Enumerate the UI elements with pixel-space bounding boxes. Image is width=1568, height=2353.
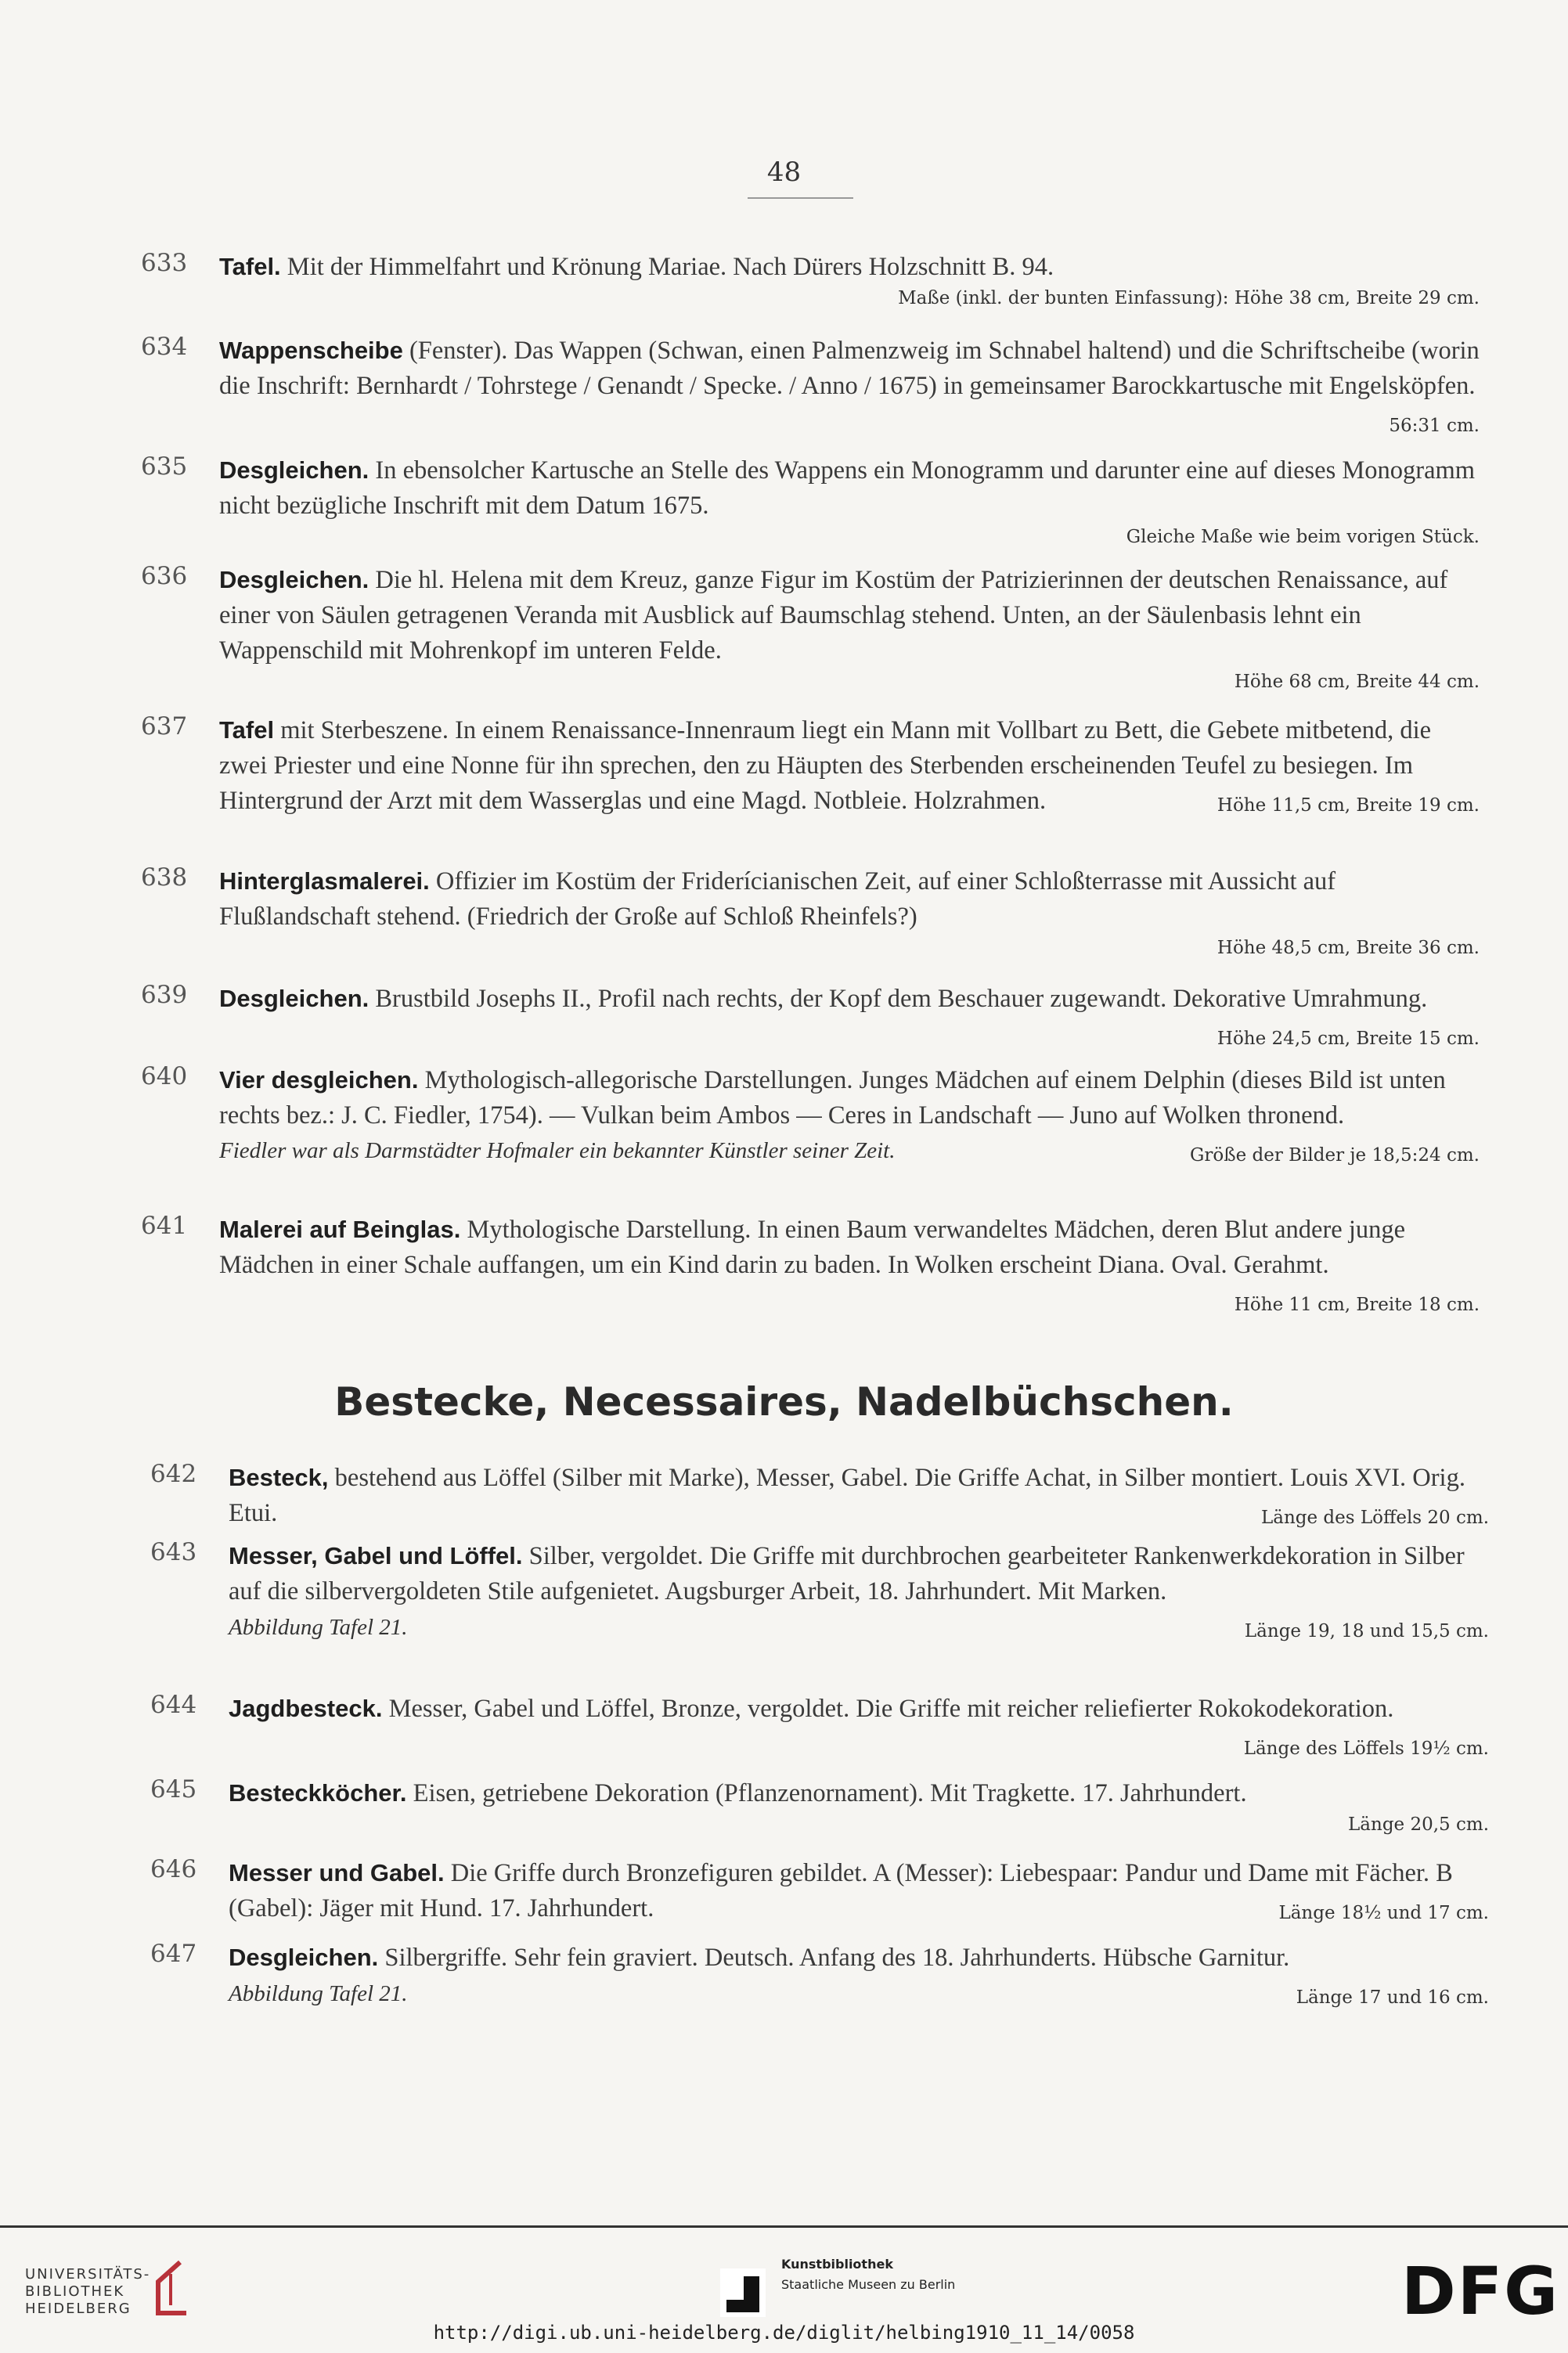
entry-measurements: Größe der Bilder je 18,5:24 cm. <box>1190 1145 1480 1166</box>
catalog-entry <box>141 562 1480 695</box>
catalog-entry <box>141 249 1480 312</box>
entry-title: Wappenscheibe <box>219 337 403 364</box>
entry-body: Silber, vergoldet. Die Griffe mit durchbrochen gearbeiteter Rankenwerkdekoration in Silber auf die silbervergoldeten Stile aufgenietet. Augsburger Arbeit, 18. Jahrhundert. Mit Marken. <box>229 1542 1465 1605</box>
entry-number: 634 <box>141 333 188 361</box>
page-number: 48 <box>766 157 802 188</box>
entry-number: 641 <box>141 1212 188 1240</box>
entry-body: Eisen, getriebene Dekoration (Pflanzenornament). Mit Tragkette. 17. Jahrhundert. <box>413 1779 1247 1807</box>
entry-measurements: Länge 19, 18 und 15,5 cm. <box>1244 1621 1489 1641</box>
footer-rule <box>0 2225 1568 2228</box>
entry-measurements: Höhe 48,5 cm, Breite 36 cm. <box>1217 938 1480 958</box>
kunstbibliothek-logo-icon <box>720 2268 766 2317</box>
entry-number: 638 <box>141 863 188 892</box>
entry-note: Abbildung Tafel 21. <box>229 1981 408 2006</box>
entry-number: 643 <box>150 1538 197 1566</box>
catalog-entry <box>141 333 1480 444</box>
entry-body: Brustbild Josephs II., Profil nach rechts, der Kopf dem Beschauer zugewandt. Dekorative Umrahmung. <box>375 985 1428 1013</box>
entry-measurements: Maße (inkl. der bunten Einfassung): Höhe 38 cm, Breite 29 cm. <box>898 288 1480 308</box>
entry-body: Messer, Gabel und Löffel, Bronze, vergoldet. Die Griffe mit reicher reliefierter Rokokodekoration. <box>388 1695 1394 1723</box>
entry-title: Desgleichen. <box>219 566 369 593</box>
entry-measurements: Höhe 68 cm, Breite 44 cm. <box>1234 672 1480 692</box>
dfg-logo: DFG <box>1401 2253 1560 2330</box>
kunstbibliothek-text <box>781 2254 955 2295</box>
catalog-entry <box>150 1691 1489 1767</box>
entry-number: 637 <box>141 712 188 740</box>
entry-measurements: Länge 17 und 16 cm. <box>1296 1987 1489 2008</box>
entry-measurements: Länge 18½ und 17 cm. <box>1278 1903 1489 1923</box>
entry-title: Vier desgleichen. <box>219 1066 419 1094</box>
university-library-logo <box>25 2266 150 2318</box>
entry-body: Offizier im Kostüm der Friderícianischen Zeit, auf einer Schloßterrasse mit Aussicht auf Flußlandschaft stehend. (Friedrich der Große auf Schloß Rheinfels?) <box>219 867 1336 931</box>
entry-measurements: Länge des Löffels 19½ cm. <box>1243 1739 1489 1759</box>
kunstbibliothek-title: Kunstbibliothek <box>781 2257 893 2272</box>
entry-title: Malerei auf Beinglas. <box>219 1216 461 1243</box>
source-url[interactable]: http://digi.ub.uni-heidelberg.de/diglit/helbing1910_11_14/0058 <box>433 2322 1135 2344</box>
entry-number: 633 <box>141 249 188 277</box>
entry-note: Abbildung Tafel 21. <box>229 1615 408 1640</box>
entry-note: Fiedler war als Darmstädter Hofmaler ein bekannter Künstler seiner Zeit. <box>219 1138 896 1163</box>
entry-measurements: Gleiche Maße wie beim vorigen Stück. <box>1126 527 1480 547</box>
university-emblem-icon <box>149 2258 192 2317</box>
entry-measurements: 56:31 cm. <box>1389 416 1480 436</box>
entry-measurements: Höhe 11,5 cm, Breite 19 cm. <box>1217 795 1480 816</box>
entry-title: Messer und Gabel. <box>229 1859 445 1886</box>
entry-body: Mythologisch-allegorische Darstellungen. Junges Mädchen auf einem Delphin (dieses Bild ist unten rechts bez.: J. C. Fiedler, 1754). — Vulkan beim Ambos — Ceres in Landschaft — Juno auf Wolken thronend. <box>219 1066 1446 1130</box>
logo-line: BIBLIOTHEK <box>25 2283 125 2300</box>
logo-line: HEIDELBERG <box>25 2301 132 2317</box>
entry-body: Mythologische Darstellung. In einen Baum verwandeltes Mädchen, deren Blut andere junge Mädchen in einer Schale auffangen, um ein Kind darin zu baden. In Wolken erscheint Diana. Oval. Gerahmt. <box>219 1216 1406 1279</box>
entry-title: Tafel. <box>219 253 281 280</box>
entry-body: mit Sterbeszene. In einem Renaissance-Innenraum liegt ein Mann mit Vollbart zu Bett, die Gebete mitbetend, die zwei Priester und eine Nonne für ihn sprechen, den zu Häupten des Sterbenden erscheinenden Teufel zu besiegen. Im Hintergrund der Arzt mit dem Wasserglas und eine Magd. Notbleie. Holzrahmen. <box>219 716 1432 815</box>
entry-number: 635 <box>141 452 188 481</box>
entry-title: Jagdbesteck. <box>229 1695 383 1722</box>
entry-title: Besteckköcher. <box>229 1779 407 1807</box>
catalog-entry <box>141 863 1480 961</box>
section-heading: Bestecke, Necessaires, Nadelbüchschen. <box>334 1379 1234 1425</box>
entry-body: Mit der Himmelfahrt und Krönung Mariae. Nach Dürers Holzschnitt B. 94. <box>287 253 1054 281</box>
entry-title: Desgleichen. <box>229 1944 379 1971</box>
entry-measurements: Länge des Löffels 20 cm. <box>1260 1508 1489 1528</box>
catalog-entry <box>141 1212 1480 1323</box>
kunstbibliothek-subtitle: Staatliche Museen zu Berlin <box>781 2277 956 2292</box>
catalog-entry <box>141 981 1480 1057</box>
entry-title: Desgleichen. <box>219 456 369 484</box>
entry-title: Besteck, <box>229 1464 329 1491</box>
logo-line: UNIVERSITÄTS- <box>25 2266 151 2283</box>
catalog-entry <box>141 712 1480 823</box>
entry-body: (Fenster). Das Wappen (Schwan, einen Palmenzweig im Schnabel haltend) und die Schriftscheibe (worin die Inschrift: Bernhardt / Tohrstege / Genandt / Specke. / Anno / 1675) in gemeinsamer Barockkartusche mit Engelsköpfen. <box>219 337 1480 400</box>
entry-body: Die hl. Helena mit dem Kreuz, ganze Figur im Kostüm der Patrizierinnen der deutschen Renaissance, auf einer von Säulen getragenen Veranda mit Ausblick auf Baumschlag stehend. Unten, an der Säulenbasis lehnt ein Wappenschild mit Mohrenkopf im unteren Felde. <box>219 566 1448 665</box>
entry-measurements: Länge 20,5 cm. <box>1348 1814 1489 1835</box>
entry-number: 639 <box>141 981 188 1009</box>
entry-body: bestehend aus Löffel (Silber mit Marke), Messer, Gabel. Die Griffe Achat, in Silber montiert. Louis XVI. Orig. Etui. <box>229 1464 1465 1527</box>
entry-body: Silbergriffe. Sehr fein graviert. Deutsch. Anfang des 18. Jahrhunderts. Hübsche Garnitur. <box>384 1944 1290 1972</box>
entry-number: 646 <box>150 1855 197 1883</box>
catalog-entry <box>150 1855 1489 1931</box>
catalog-entry <box>150 1940 1489 2016</box>
entry-number: 647 <box>150 1940 197 1968</box>
entry-title: Desgleichen. <box>219 985 369 1012</box>
catalog-entry <box>150 1775 1489 1838</box>
entry-number: 636 <box>141 562 188 590</box>
entry-measurements: Höhe 11 cm, Breite 18 cm. <box>1234 1295 1480 1315</box>
entry-body: Die Griffe durch Bronzefiguren gebildet. A (Messer): Liebespaar: Pandur und Dame mit Fächer. B (Gabel): Jäger mit Hund. 17. Jahrhundert. <box>229 1859 1453 1922</box>
catalog-entry <box>150 1460 1489 1536</box>
entry-number: 640 <box>141 1062 188 1090</box>
entry-title: Tafel <box>219 716 275 744</box>
page-number-rule <box>748 197 853 199</box>
catalog-entry <box>141 1062 1480 1173</box>
entry-body: In ebensolcher Kartusche an Stelle des Wappens ein Monogramm und darunter eine auf dieses Monogramm nicht bezügliche Inschrift mit dem Datum 1675. <box>219 456 1476 520</box>
catalog-entry <box>150 1538 1489 1649</box>
entry-number: 644 <box>150 1691 197 1719</box>
entry-measurements: Höhe 24,5 cm, Breite 15 cm. <box>1217 1029 1480 1049</box>
entry-number: 642 <box>150 1460 197 1488</box>
entry-title: Hinterglasmalerei. <box>219 867 430 895</box>
entry-title: Messer, Gabel und Löffel. <box>229 1542 523 1569</box>
entry-number: 645 <box>150 1775 197 1803</box>
catalog-entry <box>141 452 1480 550</box>
